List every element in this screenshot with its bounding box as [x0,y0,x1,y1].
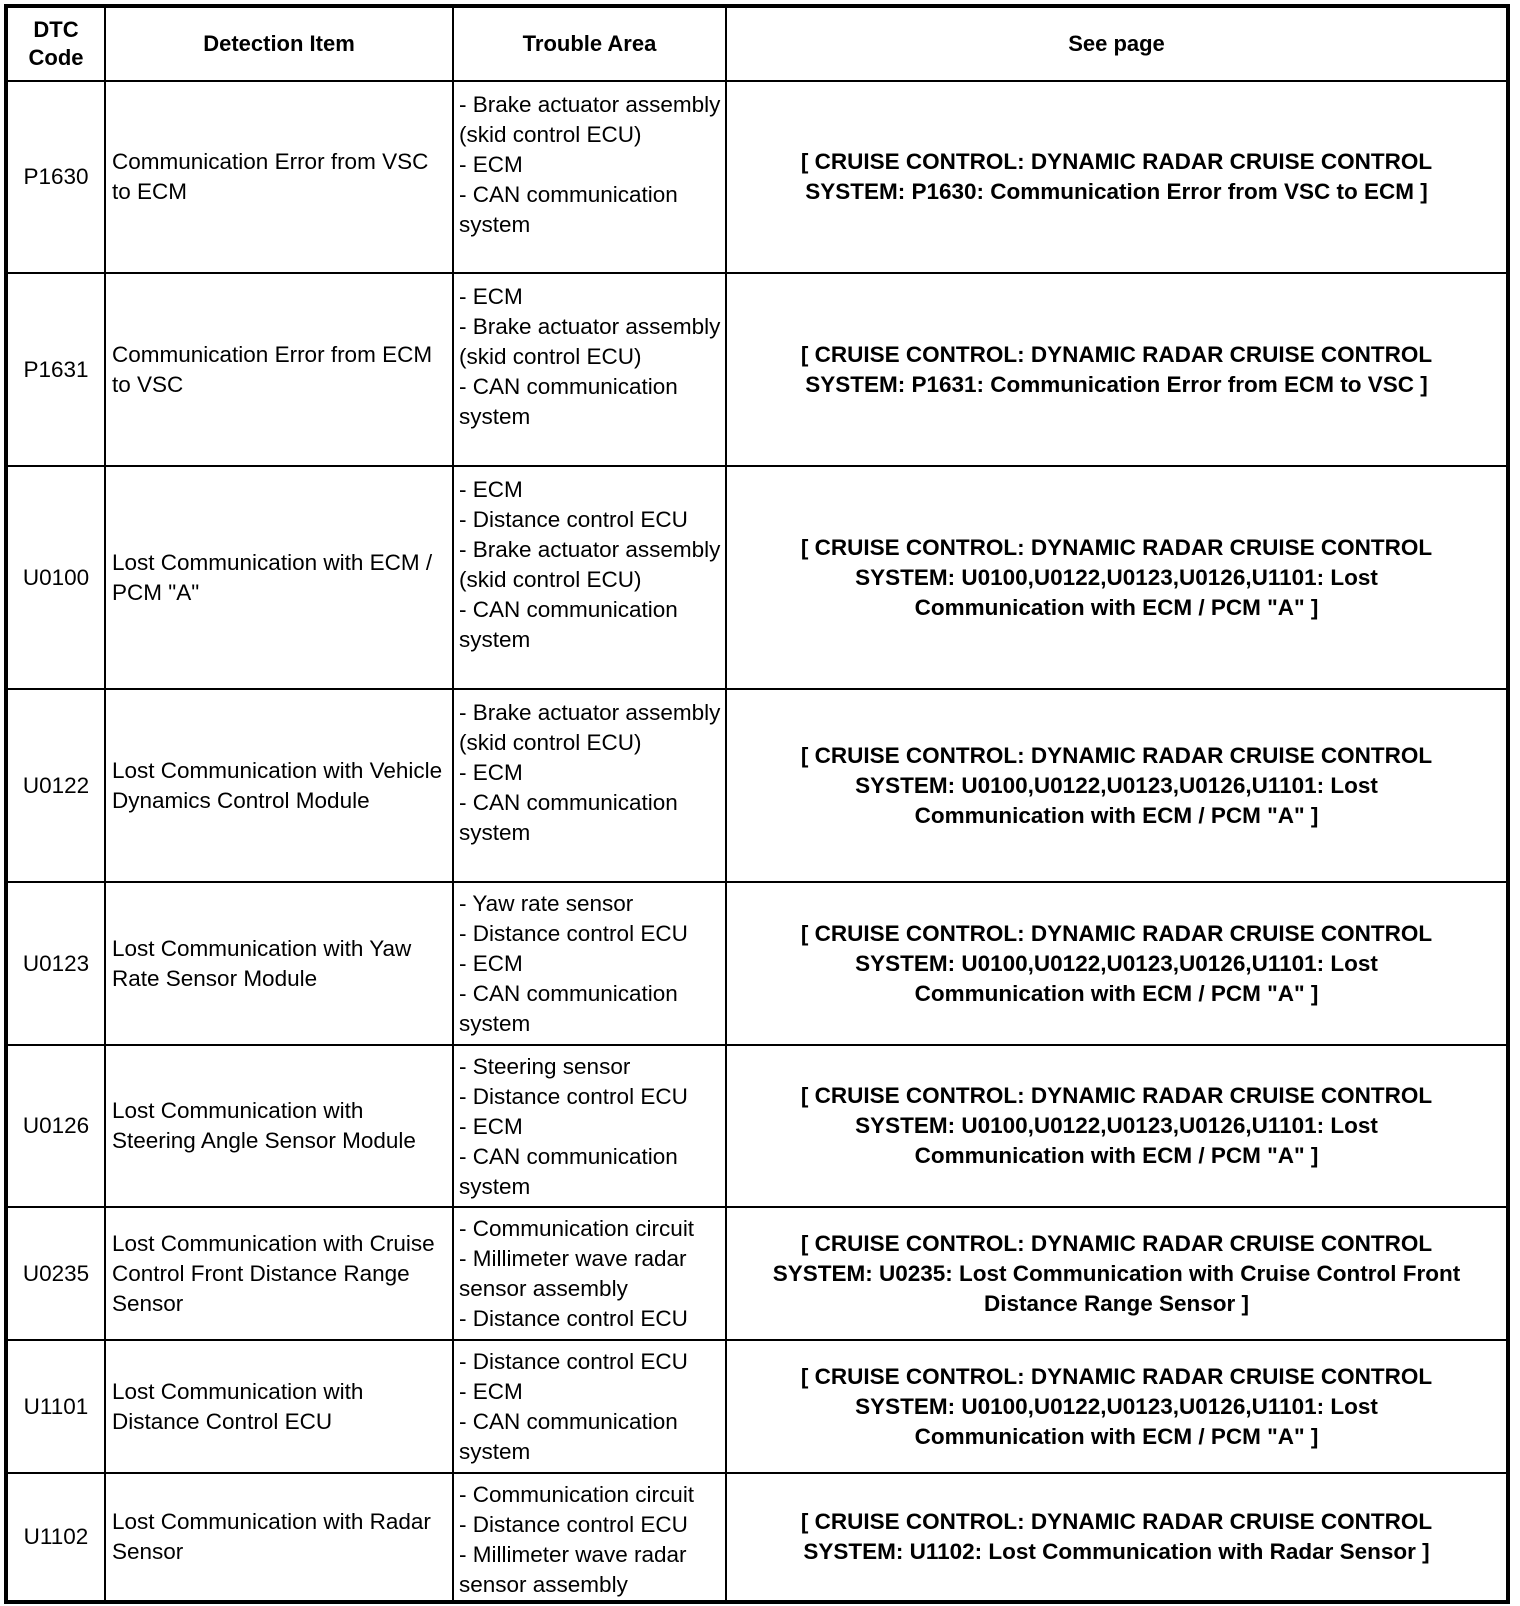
table-row [6,466,1508,689]
trouble-area [453,1473,726,1602]
trouble-area-item: - CAN communication system [459,1409,678,1464]
dtc-code: U0123 [6,882,105,1045]
see-page-link[interactable] [726,882,1508,1045]
trouble-area-item: - Brake actuator assembly (skid control ECU) [459,92,721,147]
detection-item: Lost Communication with Yaw Rate Sensor Module [105,882,453,1045]
table-row [6,1045,1508,1207]
trouble-area-item: - ECM [459,1379,523,1404]
trouble-area-item: - CAN communication system [459,981,678,1036]
table-row [6,81,1508,273]
trouble-area-item: - ECM [459,152,523,177]
trouble-area [453,1340,726,1473]
table-body [6,81,1508,1602]
detection-item: Lost Communication with Steering Angle Sensor Module [105,1045,453,1207]
trouble-area-item: - Distance control ECU [459,1084,688,1109]
dtc-code: P1630 [6,81,105,273]
header-see-page: See page [726,6,1508,81]
see-page-line: SYSTEM: U0100,U0122,U0123,U0126,U1101: Lost [855,564,1378,590]
trouble-area-item: - Millimeter wave radar sensor assembly [459,1542,687,1597]
dtc-code: U0126 [6,1045,105,1207]
trouble-area-item: - Brake actuator assembly (skid control ECU) [459,537,721,592]
see-page-line: Distance Range Sensor ] [983,1290,1250,1316]
see-page-line: [ CRUISE CONTROL: DYNAMIC RADAR CRUISE CONTROL [800,742,1433,768]
see-page-line: [ CRUISE CONTROL: DYNAMIC RADAR CRUISE CONTROL [800,920,1433,946]
detection-item: Communication Error from ECM to VSC [105,273,453,466]
detection-item: Lost Communication with Cruise Control Front Distance Range Sensor [105,1207,453,1340]
see-page-line: SYSTEM: U0235: Lost Communication with Cruise Control Front [772,1260,1461,1286]
table-row [6,882,1508,1045]
detection-item: Lost Communication with Distance Control ECU [105,1340,453,1473]
see-page-line: [ CRUISE CONTROL: DYNAMIC RADAR CRUISE CONTROL [800,341,1433,367]
header-dtc-code [6,6,105,81]
see-page-line: [ CRUISE CONTROL: DYNAMIC RADAR CRUISE CONTROL [800,1230,1433,1256]
trouble-area-item: - Distance control ECU [459,921,688,946]
trouble-area-item: - CAN communication system [459,597,678,652]
see-page-link[interactable] [726,1473,1508,1602]
see-page-link[interactable] [726,81,1508,273]
see-page-line: SYSTEM: U0100,U0122,U0123,U0126,U1101: Lost [855,950,1378,976]
dtc-code: P1631 [6,273,105,466]
header-dtc-code-line2: Code [28,45,84,70]
see-page-link[interactable] [726,1045,1508,1207]
see-page-line: SYSTEM: U0100,U0122,U0123,U0126,U1101: Lost [855,772,1378,798]
trouble-area-item: - Millimeter wave radar sensor assembly [459,1246,687,1301]
trouble-area [453,466,726,689]
detection-item: Lost Communication with ECM / PCM "A" [105,466,453,689]
trouble-area-item: - ECM [459,951,523,976]
header-detection-item: Detection Item [105,6,453,81]
table-row [6,1207,1508,1340]
trouble-area [453,1045,726,1207]
see-page-link[interactable] [726,273,1508,466]
see-page-line: SYSTEM: U0100,U0122,U0123,U0126,U1101: Lost [855,1113,1378,1138]
trouble-area-item: - Communication circuit [459,1216,695,1241]
trouble-area-item: - ECM [459,477,523,502]
see-page-line: [ CRUISE CONTROL: DYNAMIC RADAR CRUISE CONTROL [800,1509,1433,1534]
table-row [6,689,1508,882]
trouble-area-item: - ECM [459,760,523,785]
see-page-line: [ CRUISE CONTROL: DYNAMIC RADAR CRUISE CONTROL [800,534,1433,560]
trouble-area [453,882,726,1045]
see-page-line: SYSTEM: P1630: Communication Error from VSC to ECM ] [805,179,1428,204]
see-page-link[interactable] [726,1207,1508,1340]
see-page-line: [ CRUISE CONTROL: DYNAMIC RADAR CRUISE CONTROL [800,1083,1433,1108]
trouble-area-item: - Communication circuit [459,1482,695,1507]
trouble-area-item: - CAN communication system [459,790,678,845]
detection-item: Communication Error from VSC to ECM [105,81,453,273]
trouble-area-item: - Distance control ECU [459,507,688,532]
see-page-line: [ CRUISE CONTROL: DYNAMIC RADAR CRUISE CONTROL [800,1363,1433,1389]
see-page-line: SYSTEM: P1631: Communication Error from ECM to VSC ] [805,371,1428,397]
see-page-line: Communication with ECM / PCM "A" ] [914,980,1319,1006]
trouble-area [453,81,726,273]
dtc-code: U0100 [6,466,105,689]
trouble-area-item: - Distance control ECU [459,1512,688,1537]
dtc-code: U1101 [6,1340,105,1473]
detection-item: Lost Communication with Vehicle Dynamics Control Module [105,689,453,882]
see-page-link[interactable] [726,466,1508,689]
header-trouble-area: Trouble Area [453,6,726,81]
trouble-area-item: - ECM [459,1114,523,1139]
trouble-area-item: - Brake actuator assembly (skid control ECU) [459,700,721,755]
see-page-line: Communication with ECM / PCM "A" ] [914,594,1319,620]
header-dtc-code-line1: DTC [33,17,79,42]
dtc-code: U1102 [6,1473,105,1602]
trouble-area-item: - CAN communication system [459,1144,678,1199]
see-page-link[interactable] [726,689,1508,882]
table-row [6,1473,1508,1602]
table-header-row [6,6,1508,81]
dtc-code: U0122 [6,689,105,882]
see-page-line: Communication with ECM / PCM "A" ] [914,1143,1319,1168]
trouble-area-item: - Distance control ECU [459,1306,688,1331]
trouble-area-item: - ECM [459,284,523,309]
trouble-area-item: - Distance control ECU [459,1349,688,1374]
trouble-area [453,1207,726,1340]
trouble-area-item: - Yaw rate sensor [459,891,634,916]
see-page-line: SYSTEM: U0100,U0122,U0123,U0126,U1101: Lost [855,1393,1378,1419]
detection-item: Lost Communication with Radar Sensor [105,1473,453,1602]
see-page-line: [ CRUISE CONTROL: DYNAMIC RADAR CRUISE CONTROL [800,149,1433,174]
trouble-area [453,689,726,882]
trouble-area [453,273,726,466]
trouble-area-item: - CAN communication system [459,374,678,429]
trouble-area-item: - CAN communication system [459,182,678,237]
see-page-link[interactable] [726,1340,1508,1473]
table-row [6,273,1508,466]
dtc-table [4,4,1510,1604]
see-page-line: Communication with ECM / PCM "A" ] [914,1423,1319,1449]
dtc-code: U0235 [6,1207,105,1340]
trouble-area-item: - Steering sensor [459,1054,631,1079]
trouble-area-item: - Brake actuator assembly (skid control ECU) [459,314,721,369]
see-page-line: SYSTEM: U1102: Lost Communication with Radar Sensor ] [803,1539,1430,1564]
see-page-line: Communication with ECM / PCM "A" ] [914,802,1319,828]
table-row [6,1340,1508,1473]
